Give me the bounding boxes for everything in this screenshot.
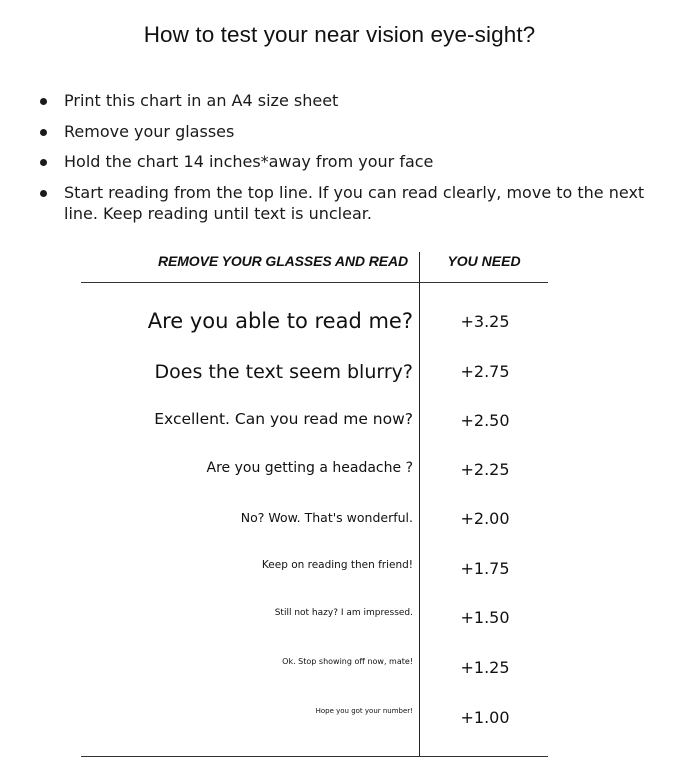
row-9-text: Hope you got your number! <box>315 707 413 715</box>
row-4-value: +2.25 <box>460 460 510 479</box>
row-5-value: +2.00 <box>460 509 510 528</box>
row-6-value: +1.75 <box>460 559 510 578</box>
column-header-you-need: YOU NEED <box>447 253 521 269</box>
row-2-value: +2.75 <box>460 362 510 381</box>
list-item <box>40 151 665 172</box>
instruction-text: Print this chart in an A4 size sheet <box>64 91 339 110</box>
column-divider <box>419 252 420 756</box>
row-7-text: Still not hazy? I am impressed. <box>274 608 413 618</box>
row-1-text: Are you able to read me? <box>147 309 413 333</box>
table-bottom-border <box>81 756 548 757</box>
row-7-value: +1.50 <box>460 608 510 627</box>
list-item <box>40 90 665 111</box>
row-6-text: Keep on reading then friend! <box>261 559 413 571</box>
instructions-list <box>40 90 665 233</box>
row-8-text: Ok. Stop showing off now, mate! <box>282 657 413 666</box>
header-divider <box>81 282 548 283</box>
row-4-text: Are you getting a headache ? <box>206 460 413 476</box>
instruction-text: Remove your glasses <box>64 121 235 141</box>
bullet-icon <box>40 98 47 105</box>
bullet-icon <box>40 159 47 166</box>
row-8-value: +1.25 <box>460 658 510 677</box>
list-item <box>40 182 665 224</box>
column-header-read: REMOVE YOUR GLASSES AND READ <box>157 253 408 269</box>
page-title: How to test your near vision eye-sight? <box>143 22 536 47</box>
row-3-text: Excellent. Can you read me now? <box>154 410 413 428</box>
row-1-value: +3.25 <box>460 312 510 331</box>
instruction-text: Start reading from the top line. If you can read clearly, move to the next line. Keep reading until text is unclear. <box>64 182 645 223</box>
row-9-value: +1.00 <box>460 708 510 727</box>
list-item <box>40 121 665 142</box>
row-5-text: No? Wow. That's wonderful. <box>240 510 413 525</box>
bullet-icon <box>40 129 47 136</box>
bullet-icon <box>40 190 47 197</box>
row-2-text: Does the text seem blurry? <box>154 361 413 383</box>
instruction-text: Hold the chart 14 inches*away from your face <box>64 152 434 171</box>
row-3-value: +2.50 <box>460 411 510 430</box>
